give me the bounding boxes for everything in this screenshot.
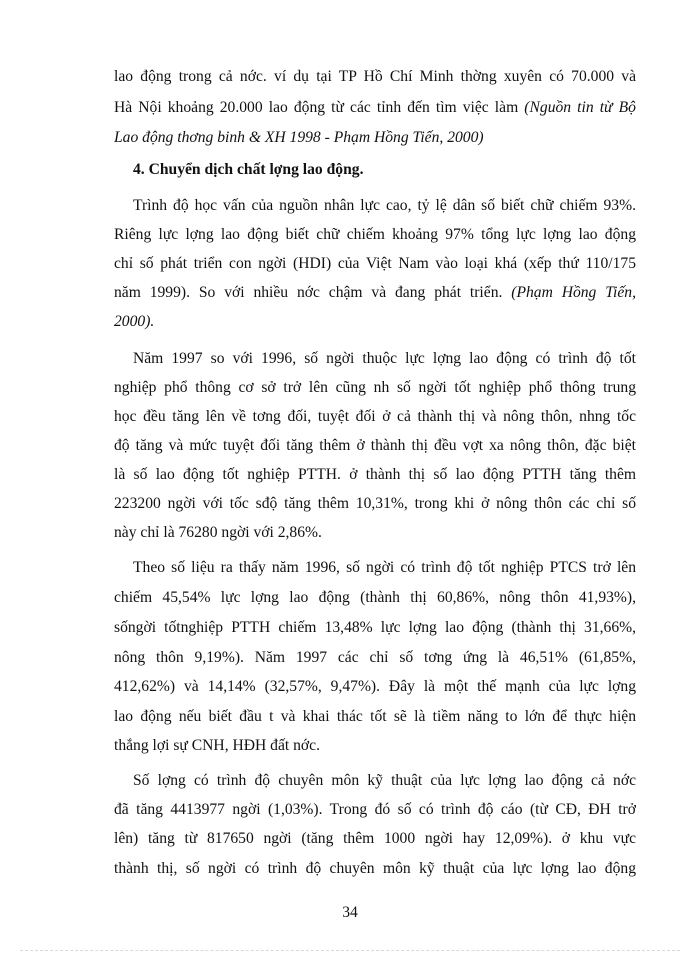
paragraph-line: lao động trong cả nớc. ví dụ tại TP Hồ Chí Minh thờng xuyên có 70.000 và bbox=[114, 68, 636, 85]
paragraph-line: lên) tăng từ 817650 ngời (tăng thêm 1000 ngời hay 12,09%). ở khu vực bbox=[114, 830, 636, 847]
paragraph-line: đã tăng 4413977 ngời (1,03%). Trong đó số có trình độ cáo (từ CĐ, ĐH trở bbox=[114, 801, 636, 818]
paragraph-text: năm 1999). So với nhiều nớc chậm và đang phát triển. bbox=[114, 284, 503, 301]
paragraph-line: 223200 ngời với tốc sđộ tăng thêm 10,31%, trong khi ở nông thôn các chỉ số bbox=[114, 495, 636, 512]
paragraph-line: chiếm 45,54% lực lợng lao động (thành thị 60,86%, nông thôn 41,93%), bbox=[114, 589, 636, 606]
paragraph-line: độ tăng và mức tuyệt đối tăng thêm ở thành thị đều vợt xa nông thôn, đặc biệt bbox=[114, 437, 636, 454]
page-bottom-divider bbox=[20, 950, 680, 951]
citation: (Phạm Hồng Tiến, bbox=[511, 284, 636, 301]
paragraph-line: học đều tăng lên về tơng đối, tuyệt đối ở cả thành thị và nông thôn, nhng tốc bbox=[114, 408, 636, 425]
paragraph-line-with-citation bbox=[114, 283, 636, 303]
paragraph-line: nông thôn 9,19%). Năm 1997 các chỉ số tơng ứng là 46,51% (61,85%, bbox=[114, 649, 636, 666]
paragraph-line: Năm 1997 so với 1996, số ngời thuộc lực lợng lao động có trình độ tốt bbox=[133, 350, 636, 367]
page-number: 34 bbox=[342, 904, 358, 921]
paragraph-line: Riêng lực lợng lao động biết chữ chiếm khoảng 97% tổng lực lợng lao động bbox=[114, 226, 636, 243]
paragraph-line: thắng lợi sự CNH, HĐH đất nớc. bbox=[114, 737, 320, 754]
paragraph-line: Theo số liệu ra thấy năm 1996, số ngời có trình độ tốt nghiệp PTCS trở lên bbox=[133, 559, 636, 576]
paragraph-line: 412,62%) và 14,14% (32,57%, 9,47%). Đây là một thế mạnh của lực lợng bbox=[114, 678, 636, 695]
citation: (Nguồn tin từ Bộ bbox=[524, 99, 636, 116]
paragraph-line: Trình độ học vấn của nguồn nhân lực cao, tỷ lệ dân số biết chữ chiếm 93%. bbox=[133, 197, 636, 214]
section-heading: 4. Chuyển dịch chất lợng lao động. bbox=[133, 161, 364, 178]
paragraph-line: nghiệp phổ thông cơ sở trở lên cũng nh số ngời tốt nghiệp phổ thông trung bbox=[114, 379, 636, 396]
paragraph-line: này chỉ là 76280 ngời với 2,86%. bbox=[114, 524, 322, 541]
paragraph-line: thành thị, số ngời có trình độ chuyên môn kỹ thuật của lực lợng lao động bbox=[114, 860, 636, 877]
citation: Lao động thơng binh & XH 1998 - Phạm Hồng Tiến, 2000) bbox=[114, 129, 484, 146]
paragraph-text: Hà Nội khoảng 20.000 lao động từ các tỉnh đến tìm việc làm bbox=[114, 99, 519, 116]
paragraph-line: lao động nếu biết đầu t và khai thác tốt sẽ là tiềm năng to lớn để thực hiện bbox=[114, 708, 636, 725]
paragraph-line-with-citation bbox=[114, 98, 636, 118]
paragraph-line: sốngời tốtnghiệp PTTH chiếm 13,48% lực lợng lao động (thành thị 31,66%, bbox=[114, 619, 636, 636]
citation: 2000). bbox=[114, 313, 155, 330]
paragraph-line: là số lao động tốt nghiệp PTTH. ở thành thị số lao động PTTH tăng thêm bbox=[114, 466, 636, 483]
paragraph-line: Số lợng có trình độ chuyên môn kỹ thuật của lực lợng lao động cả nớc bbox=[133, 772, 636, 789]
paragraph-line: chỉ số phát triển con ngời (HDI) của Việt Nam vào loại khá (xếp thứ 110/175 bbox=[114, 255, 636, 272]
